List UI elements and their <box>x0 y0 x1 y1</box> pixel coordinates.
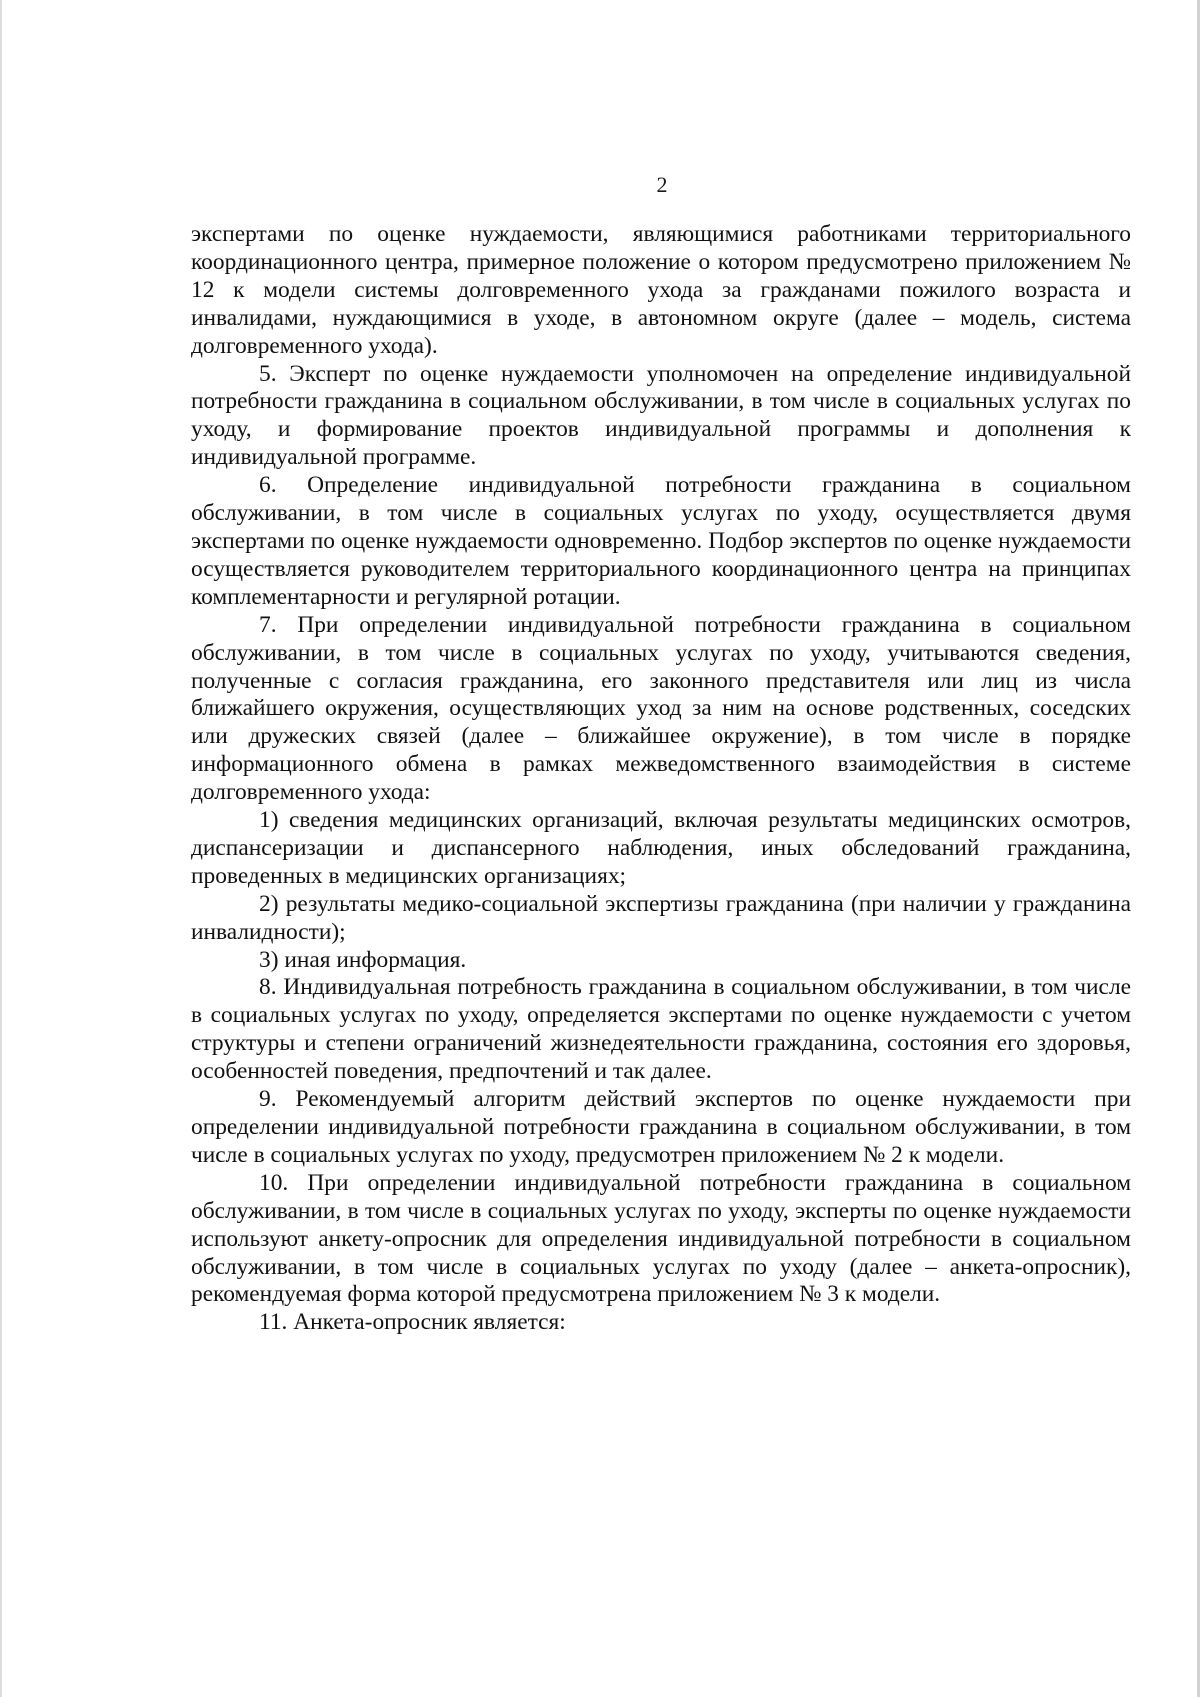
paragraph-item-5: 5. Эксперт по оценке нуждаемости уполномочен на определение индивидуальной потребности гражданина в социальном обслуживании, в том числе в социальных услугах по уходу, и формирование проектов индивидуальной программы и дополнения к индивидуальной программе. <box>191 360 1131 471</box>
paragraph-item-8: 8. Индивидуальная потребность гражданина в социальном обслуживании, в том числе в социальных услугах по уходу, определяется экспертами по оценке нуждаемости с учетом структуры и степени ограничений жизнедеятельности гражданина, состояния его здоровья, особенностей поведения, предпочтений и так далее. <box>191 974 1131 1085</box>
document-body <box>191 221 1131 1337</box>
paragraph-continuation: экспертами по оценке нуждаемости, являющимися работниками территориального координационного центра, примерное положение о котором предусмотрено приложением № 12 к модели системы долговременного ухода за гражданами пожилого возраста и инвалидами, нуждающимися в уходе, в автономном округе (далее – модель, система долговременного ухода). <box>191 221 1131 359</box>
paragraph-item-7: 7. При определении индивидуальной потребности гражданина в социальном обслуживании, в том числе в социальных услугах по уходу, учитываются сведения, полученные с согласия гражданина, его законного представителя или лиц из числа ближайшего окружения, осуществляющих уход за ним на основе родственных, соседских или дружеских связей (далее – ближайшее окружение), в том числе в порядке информационного обмена в рамках межведомственного взаимодействия в системе долговременного ухода: <box>191 611 1131 806</box>
paragraph-item-10: 10. При определении индивидуальной потребности гражданина в социальном обслуживании, в том числе в социальных услугах по уходу, эксперты по оценке нуждаемости используют анкету-опросник для определения индивидуальной потребности в социальном обслуживании, в том числе в социальных услугах по уходу (далее – анкета-опросник), рекомендуемая форма которой предусмотрена приложением № 3 к модели. <box>191 1169 1131 1308</box>
page-number: 2 <box>656 172 668 197</box>
paragraph-item-11: 11. Анкета-опросник является: <box>259 1309 566 1336</box>
paragraph-item-6: 6. Определение индивидуальной потребности гражданина в социальном обслуживании, в том числе в социальных услугах по уходу, осуществляется двумя экспертами по оценке нуждаемости одновременно. Подбор экспертов по оценке нуждаемости осуществляется руководителем территориального координационного центра на принципах комплементарности и регулярной ротации. <box>191 472 1131 610</box>
paragraph-item-9: 9. Рекомендуемый алгоритм действий экспертов по оценке нуждаемости при определении индивидуальной потребности гражданина в социальном обслуживании, в том числе в социальных услугах по уходу, предусмотрен приложением № 2 к модели. <box>191 1086 1131 1168</box>
subitem-2: 2) результаты медико-социальной экспертизы гражданина (при наличии у гражданина инвалидности); <box>191 890 1131 945</box>
subitem-1: 1) сведения медицинских организаций, включая результаты медицинских осмотров, диспансеризации и диспансерного наблюдения, иных обследований гражданина, проведенных в медицинских организациях; <box>191 807 1131 889</box>
subitem-3: 3) иная информация. <box>259 946 467 973</box>
